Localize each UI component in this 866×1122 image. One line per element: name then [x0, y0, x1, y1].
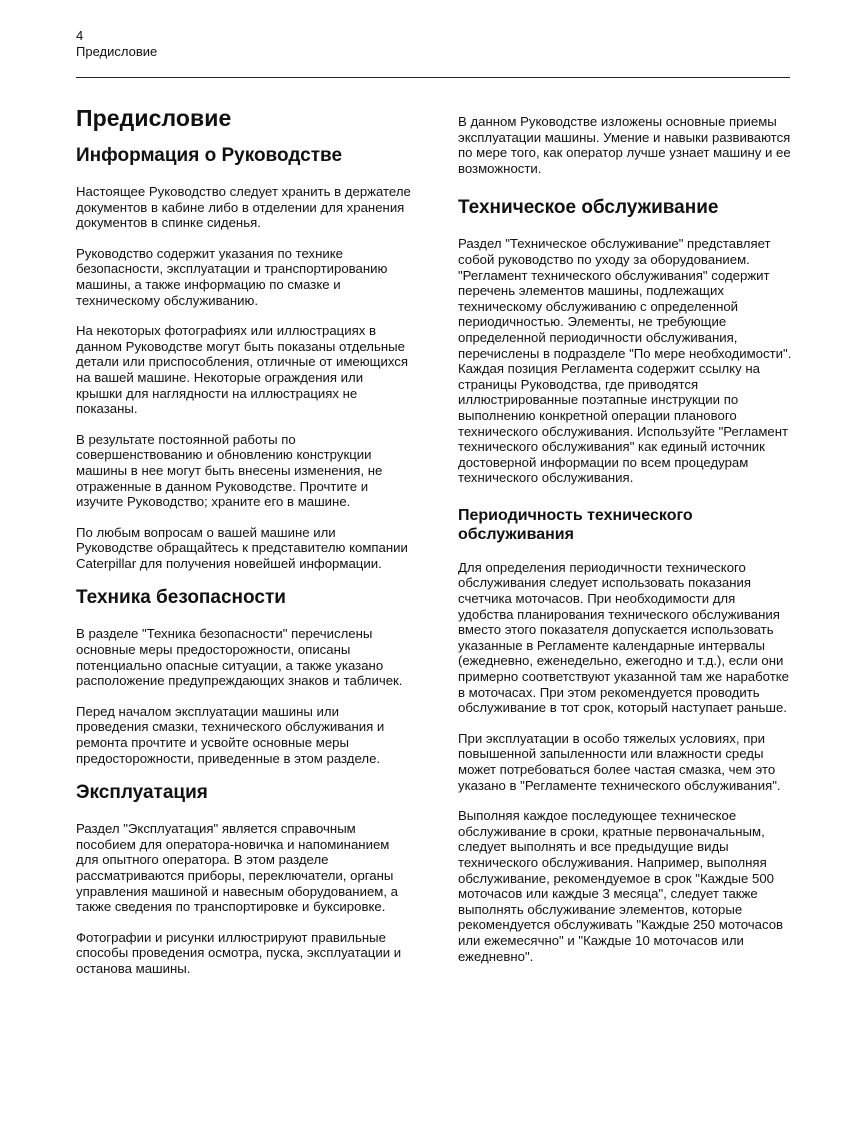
paragraph: В результате постоянной работы по совершенствованию и обновлению конструкции машины в нее могут быть внесены изменения, не отраженные в данном Руководстве. Прочтите и изучите Руководство; храните его в машине.: [76, 431, 383, 510]
section-heading-operation: Эксплуатация: [76, 782, 208, 804]
section-heading-safety: Техника безопасности: [76, 587, 286, 609]
running-title: Предисловие: [76, 44, 158, 59]
paragraph: Фотографии и рисунки иллюстрируют правильные способы проведения осмотра, пуска, эксплуатации и останова машины.: [76, 929, 402, 976]
paragraph: Руководство содержит указания по технике безопасности, эксплуатации и транспортированию машины, а также информацию по смазке и техническому обслуживанию.: [76, 245, 388, 308]
section-heading-info: Информация о Руководстве: [76, 145, 343, 166]
section-heading-maintenance: Техническое обслуживание: [458, 197, 719, 219]
page-title: Предисловие: [76, 105, 232, 131]
paragraph: Выполняя каждое последующее техническое обслуживание в сроки, кратные первоначальным, следует выполнять и все предыдущие виды технического обслуживания. Например, выполняя обслуживание, рекомендуемое в срок "Каждые 500 моточасов или каждые 3 месяца", следует также выполнять обслуживание элементов, которые рекомендуется обслуживать "Каждые 250 моточасов или ежемесячно" и "Каждые 10 моточасов или ежедневно".: [458, 808, 784, 964]
paragraph: На некоторых фотографиях или иллюстрациях в данном Руководстве могут быть показаны отдельные детали или приспособления, отличные от имеющихся на вашей машине. Некоторые ограждения или крышки для наглядности на иллюстрациях не показаны.: [76, 323, 409, 417]
paragraph: Раздел "Техническое обслуживание" представляет собой руководство по уходу за оборудованием. "Регламент технического обслуживания" содержит перечень элементов машины, подлежащих техническому обслуживанию с определенной периодичностью. Элементы, не требующие определенной периодичности обслуживания, перечислены в подразделе "По мере необходимости". Каждая позиция Регламента содержит ссылку на страницы Руководства, где приводятся иллюстрированные поэтапные инструкции по выполнению конкретной операции планового технического обслуживания. Используйте "Регламент технического обслуживания" как единый источник достоверной информации по всем процедурам технического обслуживания.: [458, 236, 792, 486]
paragraph: Настоящее Руководство следует хранить в держателе документов в кабине либо в отделении для хранения документов в спинке сиденья.: [76, 184, 411, 231]
paragraph: При эксплуатации в особо тяжелых условиях, при повышенной запыленности или влажности среды может потребоваться более частая смазка, чем это указано в "Регламенте технического обслуживания".: [458, 730, 781, 793]
page-header: [76, 28, 157, 60]
paragraph: Раздел "Эксплуатация" является справочным пособием для оператора-новичка и напоминанием для опытного оператора. В этом разделе рассматриваются приборы, переключатели, органы управления машиной и навесным оборудованием, а также сведения по транспортировке и буксировке.: [76, 821, 399, 915]
subsection-heading-intervals: Периодичность технического обслуживания: [458, 506, 693, 543]
header-divider: [76, 77, 790, 78]
paragraph: Перед началом эксплуатации машины или проведения смазки, технического обслуживания и ремонта прочтите и усвойте основные меры предосторожности, приведенные в этом разделе.: [76, 703, 385, 766]
paragraph: По любым вопросам о вашей машине или Руководстве обращайтесь к представителю компании Caterpillar для получения новейшей информации.: [76, 524, 408, 571]
left-column: [76, 104, 412, 992]
paragraph: В данном Руководстве изложены основные приемы эксплуатации машины. Умение и навыки развиваются по мере того, как оператор лучше узнает машину и ее возможности.: [458, 114, 791, 176]
paragraph: В разделе "Техника безопасности" перечислены основные меры предосторожности, описаны потенциально опасные ситуации, а также указано расположение предупреждающих знаков и табличек.: [76, 626, 403, 689]
paragraph: Для определения периодичности технического обслуживания следует использовать показания счетчика моточасов. При необходимости для удобства планирования технического обслуживания вместо этого показателя допускается использовать указанные в Регламенте календарные интервалы (ежедневно, еженедельно, ежегодно и т.д.), если они примерно соответствуют указанной там же наработке в моточасах. При этом рекомендуется проводить обслуживание в тот срок, который наступает раньше.: [458, 559, 790, 716]
page-number: 4: [76, 28, 84, 43]
right-column: [458, 114, 794, 979]
